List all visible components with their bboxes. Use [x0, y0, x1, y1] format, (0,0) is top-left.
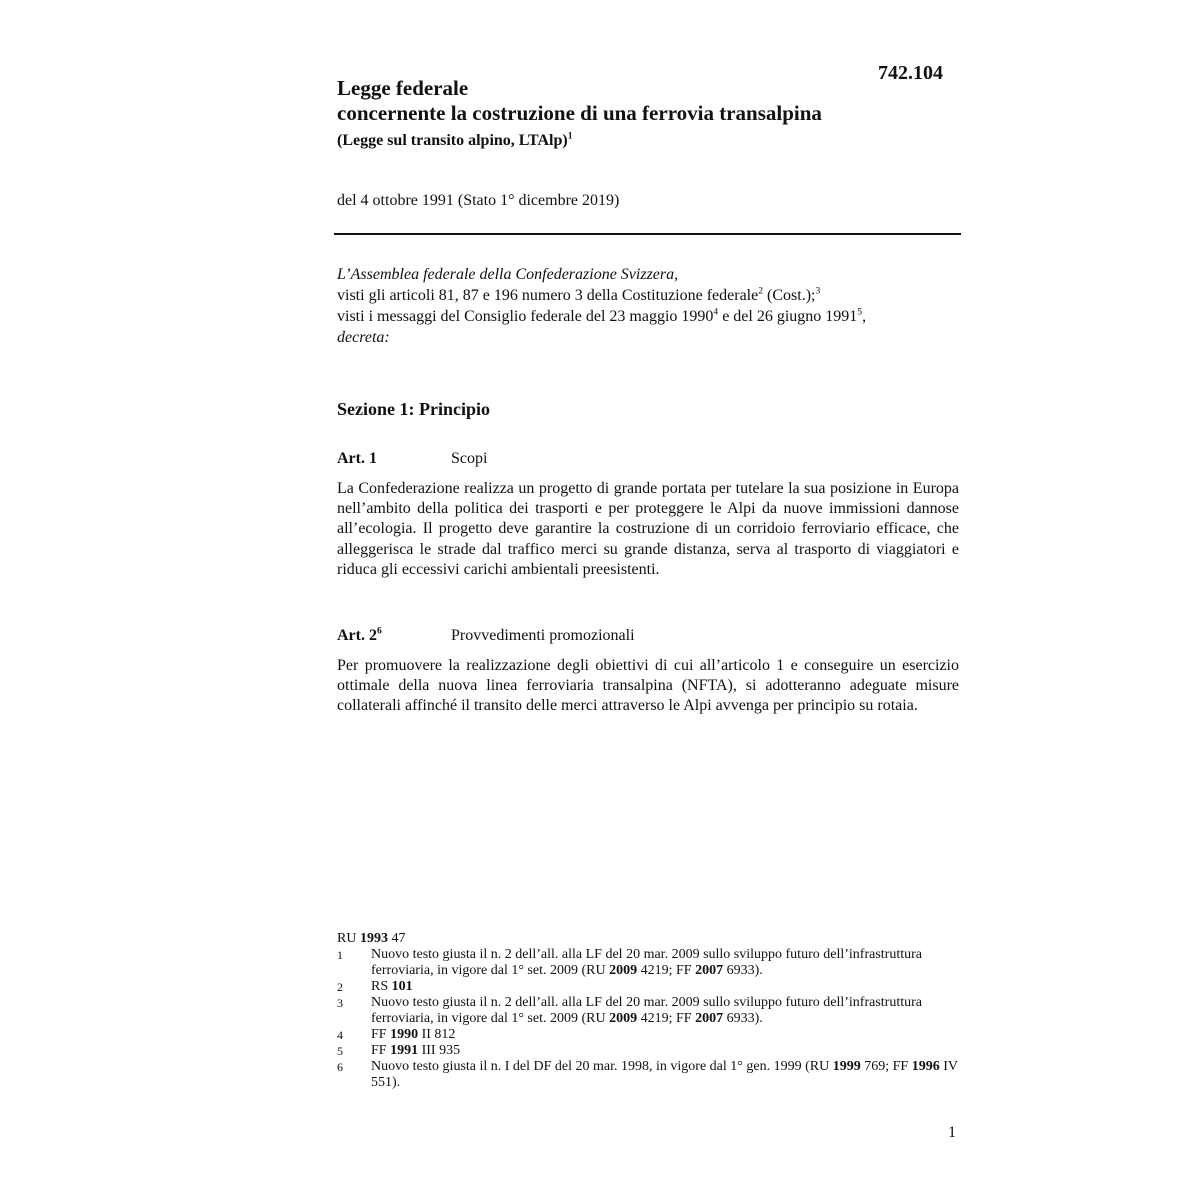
section-heading: Sezione 1: Principio	[337, 399, 490, 419]
fn-bold: 1999	[832, 1059, 861, 1074]
article-number-text: Art. 1	[337, 450, 377, 467]
fn-bold: 2009	[609, 963, 638, 978]
footnote-number: 4	[337, 1028, 343, 1042]
ru-prefix: RU	[337, 931, 360, 946]
fn-part: IV 551).	[371, 1059, 958, 1090]
fn-part: Nuovo testo giusta il n. I del DF del 20 mar. 1998, in vigore dal 1° gen. 1999 (RU	[371, 1059, 833, 1074]
visti-1-text-b: (Cost.);	[763, 287, 816, 304]
ru-page: 47	[387, 931, 406, 946]
preamble-visti-1	[337, 285, 962, 306]
fn-part: FF	[371, 1043, 391, 1058]
fn-part: 769; FF	[860, 1059, 912, 1074]
title-line-1: Legge federale	[337, 76, 469, 100]
article-title: Scopi	[451, 450, 488, 467]
footnote-ref[interactable]: 1	[567, 130, 573, 142]
fn-part: 6933).	[723, 963, 763, 978]
article-1-body: La Confederazione realizza un progetto di grande portata per tutelare la sua posizione in Europa nell’ambito della politica dei trasporti e per proteggere le Alpi da nuove immissioni dannose all’ecologia. Il progetto deve garantire la costruzione di un corridoio ferroviario efficace, che alleggerisca le strade dal traffico merci su grande distanza, serva al trasporto di viaggiatori e riduca gli eccessivi carichi ambientali preesistenti.	[337, 480, 959, 578]
article-number-text: Art. 2	[337, 627, 377, 644]
footnotes	[337, 931, 977, 1091]
ru-year: 1993	[359, 931, 388, 946]
ru-reference	[337, 931, 977, 947]
short-title: (Legge sul transito alpino, LTAlp)	[337, 132, 568, 149]
fn-bold: 101	[391, 979, 413, 994]
fn-part: 4219; FF	[637, 963, 696, 978]
footnote-text	[371, 1059, 977, 1091]
article-1-heading	[337, 450, 487, 468]
article-number	[337, 627, 451, 645]
document-title	[337, 76, 822, 153]
footnote-number: 6	[337, 1060, 343, 1074]
article-number	[337, 450, 451, 468]
fn-part: II 812	[418, 1027, 456, 1042]
visti-2-text-a: visti i messaggi del Consiglio federale del 23 maggio 1990	[337, 308, 714, 325]
preamble	[337, 264, 962, 348]
sr-number: 742.104	[878, 62, 943, 84]
fn-bold: 2007	[695, 963, 724, 978]
fn-part: 6933).	[723, 1011, 763, 1026]
footnote-number: 2	[337, 980, 343, 994]
fn-bold: 1996	[911, 1059, 940, 1074]
footnote-text	[371, 995, 977, 1027]
fn-bold: 2007	[695, 1011, 724, 1026]
title-line-2: concernente la costruzione di una ferrovia transalpina	[337, 101, 822, 125]
page-number: 1	[948, 1124, 956, 1141]
title-line-3	[337, 129, 822, 153]
footnote-ref[interactable]: 4	[713, 306, 719, 318]
fn-part: Nuovo testo giusta il n. 2 dell’all. alla LF del 20 mar. 2009 sullo sviluppo futuro dell’infrastruttura ferroviaria, in vigore dal 1° set. 2009 (RU	[371, 995, 922, 1026]
fn-bold: 2009	[609, 1011, 638, 1026]
footnote-number: 1	[337, 948, 343, 962]
footnote-text	[371, 1027, 977, 1043]
title-divider	[334, 233, 961, 235]
footnote-text	[371, 979, 977, 995]
preamble-decreta: decreta:	[337, 329, 390, 346]
footnote-text	[371, 1043, 977, 1059]
article-2-body: Per promuovere la realizzazione degli obiettivi di cui all’articolo 1 e conseguire un esercizio ottimale della nuova linea ferroviaria transalpina (NFTA), si adotteranno adeguate misure collaterali affinché il transito delle merci attraverso le Alpi avvenga per principio su rotaia.	[337, 657, 959, 715]
date-line: del 4 ottobre 1991 (Stato 1° dicembre 2019)	[337, 192, 620, 209]
visti-2-text-c: ,	[862, 308, 867, 325]
article-title: Provvedimenti promozionali	[451, 627, 635, 644]
footnote-item	[337, 947, 977, 979]
footnote-item	[337, 1027, 977, 1043]
fn-part: Nuovo testo giusta il n. 2 dell’all. alla LF del 20 mar. 2009 sullo sviluppo futuro dell’infrastruttura ferroviaria, in vigore dal 1° set. 2009 (RU	[371, 947, 922, 978]
fn-bold: 1991	[390, 1043, 419, 1058]
footnote-ref[interactable]: 3	[815, 285, 821, 297]
footnote-number: 5	[337, 1044, 343, 1058]
footnote-number: 3	[337, 996, 343, 1010]
fn-part: FF	[371, 1027, 391, 1042]
footnote-ref[interactable]: 6	[376, 625, 382, 637]
fn-part: RS	[371, 979, 392, 994]
fn-part: III 935	[418, 1043, 461, 1058]
footnote-item	[337, 979, 977, 995]
fn-bold: 1990	[390, 1027, 419, 1042]
article-2-heading	[337, 627, 635, 645]
preamble-assembly: L’Assemblea federale della Confederazione Svizzera,	[337, 266, 679, 283]
footnote-ref[interactable]: 2	[758, 285, 764, 297]
footnote-ref[interactable]: 5	[857, 306, 863, 318]
visti-1-text-a: visti gli articoli 81, 87 e 196 numero 3 della Costituzione federale	[337, 287, 759, 304]
footnote-item	[337, 1059, 977, 1091]
preamble-visti-2	[337, 306, 962, 327]
footnote-item	[337, 995, 977, 1027]
footnote-text	[371, 947, 977, 979]
fn-part: 4219; FF	[637, 1011, 696, 1026]
footnote-item	[337, 1043, 977, 1059]
visti-2-text-b: e del 26 giugno 1991	[718, 308, 858, 325]
